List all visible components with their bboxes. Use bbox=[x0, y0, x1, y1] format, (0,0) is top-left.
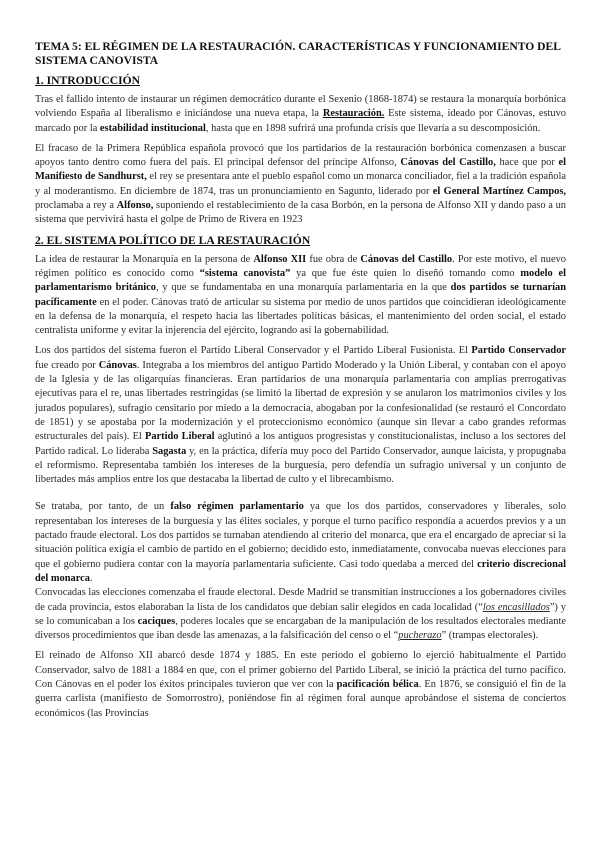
bold-term: Partido Liberal bbox=[145, 431, 215, 443]
text-run: y, en la práctica, difería muy poco del Partido Conservador, aunque laicista, y propugnaba el reformismo. Representaba también los intereses de la burguesía, pero defendía un sufragio universal y un conjunto de libertades más amplios entre los que destacaba la libertad de culto y el librecambismo. bbox=[35, 445, 566, 486]
text-run: ya que fue éste quien lo diseñó tomando como bbox=[290, 267, 521, 279]
bold-term: Partido Conservador bbox=[471, 345, 566, 357]
text-run: El reinado de Alfonso XII abarcó desde 1874 y 1885. En este periodo el gobierno lo ejerció habitualmente el Partido Conservador, salvo de 1881 a 1884 en que, con el primer gobierno del Partido Liberal, se inició la práctica del turno pacífico. Con Cánovas en el poder los éxitos principales tuvieron que ver con la bbox=[35, 650, 566, 690]
text-run: , poderes locales que se encargaban de la manipulación de los resultados electorales mediante diversos procedimientos que iban desde las amenazas, a la falsificación del censo o el “ bbox=[35, 615, 566, 642]
italic-term: los encasillados bbox=[482, 601, 550, 613]
text-run: fue creado por bbox=[35, 359, 99, 371]
text-run: . Integraba a los miembros del antiguo Partido Moderado y la Unión Liberal, y contaban con el apoyo de la Iglesia y de las oligarquías financieras. Eran partidarios de una monarquía parlamentaria con amplias prerrogativas ejecutivas para el re, unas libertades restringidas (se limitó la libertad de expresión y se anularon los matrimonios civiles y los jurados populares), sufragio censitario por miedo a la democracia, abogaban por la confesionalidad (se restauró el Concordato de 1851) y se apostaba por la modernización y el proteccionismo económico (aunque sin llevar a cabo grandes reformas estructurales del país). El bbox=[35, 359, 566, 443]
text-run: Este sistema, ideado por Cánovas, estuvo marcado por la bbox=[35, 108, 567, 134]
text-run: ” (trampas electorales). bbox=[441, 630, 539, 642]
bold-term: pacificación bélica bbox=[336, 678, 419, 690]
system-paragraph-2 bbox=[35, 344, 566, 487]
text-run: Tras el fallido intento de instaurar un régimen democrático durante el Sexenio (1868-1874) se restaura la monarquía borbónica volviendo España al liberalismo e iniciándose una nueva etapa, la bbox=[35, 94, 566, 120]
text-run: El fracaso de la Primera República española provocó que los partidarios de la restauración borbónica comenzasen a buscar apoyos tanto dentro como fuera del país. El principal defensor del príncipe Alfonso, bbox=[35, 142, 566, 169]
italic-term: pucherazo bbox=[398, 630, 442, 642]
text-run: hace que por bbox=[495, 157, 559, 169]
text-run: . bbox=[89, 572, 93, 584]
intro-paragraph-1 bbox=[35, 93, 566, 136]
bold-term: caciques bbox=[137, 615, 176, 627]
bold-term: Alfonso XII bbox=[253, 253, 307, 265]
text-run: en el poder. Cánovas trató de articular su sistema por medio de unos partidos que coincidieran ideológicamente en la defensa de la monarquía, el respeto hacia las libertades políticas básicas, el mantenimiento del orden social, el estado centralista uniforme y evitar la injerencia del ejército, logrando así la gobernabilidad. bbox=[35, 296, 566, 337]
text-run: ya que los dos partidos, conservadores y liberales, solo representaban los intereses de la burguesía y las élites sociales, y porque el turno pacífico respondía a acuerdos previos y a un pactado fraude electoral. Los dos partidos se turnaban atendiendo al criterio del monarca, que era el encargado de apreciar si la situación política exigía el cambio de partido en el gobierno; decidido esto, inmediatamente, convocaba nuevas elecciones para que el gobierno pudiera contar con la mayoría parlamentaria suficiente. Casi todo quedaba a merced del bbox=[35, 501, 566, 570]
bold-term: Restauración. bbox=[322, 108, 385, 120]
bold-term: el Manifiesto de Sandhurst, bbox=[35, 157, 566, 183]
text-run: ”) y se lo comunicaban a los bbox=[35, 601, 566, 627]
bold-term: dos partidos se turnarían pacíficamente bbox=[35, 282, 566, 308]
text-run: el rey se presentara ante el pueblo español como un monarca conciliador, fiel a la tradición española y al moderantismo. En diciembre de 1874, tras un pronunciamiento en Sagunto, liderado por bbox=[35, 171, 566, 197]
text-run: proclamaba a rey a bbox=[35, 200, 117, 212]
text-run: aglutinó a los antiguos progresistas y constitucionalistas, incluso a los sectores del Partido radical. Lo lideraba bbox=[35, 431, 566, 457]
section-heading-introduction: 1. INTRODUCCIÓN bbox=[35, 74, 140, 87]
bold-term: estabilidad institucional bbox=[99, 122, 206, 134]
text-run: , y que se fundamentaba en una monarquía parlamentaria en la que bbox=[155, 282, 451, 294]
text-run: . Por este motivo, el nuevo régimen político es conocido como bbox=[35, 253, 566, 279]
system-paragraph-3 bbox=[35, 500, 566, 586]
bold-term: Cánovas bbox=[98, 359, 137, 371]
bold-term: modelo el parlamentarismo británico bbox=[35, 267, 567, 294]
bold-term: “sistema canovista” bbox=[199, 267, 291, 279]
text-run: La idea de restaurar la Monarquía en la persona de bbox=[35, 253, 254, 265]
text-run: suponiendo el restablecimiento de la casa Borbón, en la persona de Alfonso XII y dando paso a un sistema que pervivirá hasta el golpe de Primo de Rivera en 1923 bbox=[35, 200, 566, 226]
text-run: . En 1876, se consiguió el fin de la guerra carlista (manifiesto de Somorrostro), poniéndose fin al régimen foral aunque aprobándose el sistema de conciertos económicos (las Provincias bbox=[35, 678, 566, 719]
bold-term: Alfonso, bbox=[116, 200, 154, 212]
bold-term: criterio discrecional del monarca bbox=[35, 558, 566, 584]
text-run: , hasta que en 1898 sufrirá una profunda crisis que llevaría a su descomposición. bbox=[205, 122, 541, 134]
system-paragraph-1 bbox=[35, 253, 566, 339]
system-paragraph-5 bbox=[35, 649, 566, 720]
text-run: Convocadas las elecciones comenzaba el fraude electoral. Desde Madrid se transmitían instrucciones a los gobernadores civiles de cada provincia, estos elaboraban la lista de los candidatos que debían salir elegidos en cada localidad (“ bbox=[35, 587, 566, 613]
text-run: Los dos partidos del sistema fueron el Partido Liberal Conservador y el Partido Liberal Fusionista. El bbox=[35, 345, 472, 357]
system-paragraph-4 bbox=[35, 586, 566, 643]
intro-paragraph-2 bbox=[35, 142, 566, 228]
bold-term: el General Martínez Campos, bbox=[432, 185, 566, 197]
text-run: Se trataba, por tanto, de un bbox=[35, 501, 171, 513]
bold-term: Cánovas del Castillo bbox=[360, 253, 453, 265]
text-run: fue obra de bbox=[306, 253, 361, 265]
bold-term: Sagasta bbox=[152, 445, 187, 457]
bold-term: Cánovas del Castillo, bbox=[400, 157, 496, 169]
paragraph-gap bbox=[35, 493, 566, 500]
section-heading-political-system: 2. EL SISTEMA POLÍTICO DE LA RESTAURACIÓN bbox=[35, 233, 311, 247]
document-title: TEMA 5: EL RÉGIMEN DE LA RESTAURACIÓN. CARACTERÍSTICAS Y FUNCIONAMIENTO DEL SISTEMA CANOVISTA bbox=[35, 40, 561, 67]
bold-term: falso régimen parlamentario bbox=[170, 501, 304, 513]
